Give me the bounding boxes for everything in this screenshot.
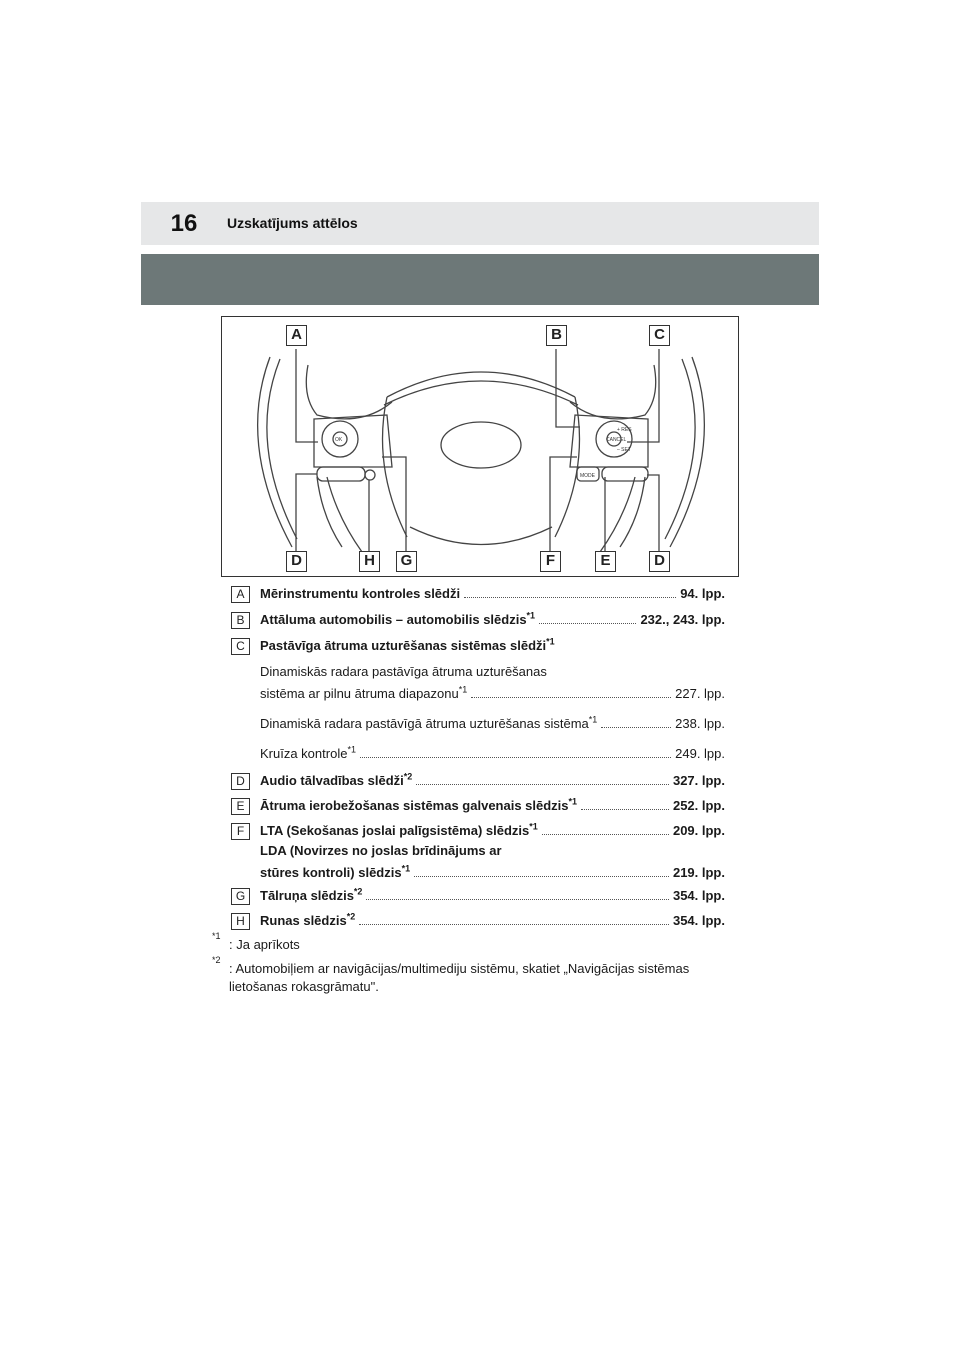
footnote-ref: *1	[588, 714, 598, 725]
entry-page-ref: 209. lpp.	[672, 823, 725, 838]
entry-page-ref: 354. lpp.	[672, 913, 725, 928]
chapter-band	[141, 254, 819, 305]
dot-leader	[581, 809, 669, 810]
footnote-ref: *1	[546, 636, 555, 647]
entry-badge: B	[231, 612, 250, 629]
sub-entry-text: Dinamiskās radara pastāvīga ātruma uzturēšanas	[260, 664, 547, 679]
callout-c: C	[649, 325, 670, 346]
page-number: 16	[170, 210, 198, 237]
entry-text: Attāluma automobilis – automobilis slēdzis	[260, 612, 527, 627]
footnote-ref: *2	[353, 886, 363, 897]
entry-text: LTA (Sekošanas joslai palīgsistēma) slēdzis	[260, 823, 530, 838]
footnote-ref: *1	[401, 863, 411, 874]
footnote-ref: *1	[347, 744, 356, 755]
entry-text: Runas slēdzis	[260, 913, 347, 928]
callout-f: F	[540, 551, 561, 572]
entry-page-ref: 94. lpp.	[680, 586, 725, 601]
callout-e: E	[595, 551, 616, 572]
entry-badge: G	[231, 888, 250, 905]
entry-text: Pastāvīga ātruma uzturēšanas sistēmas slēdži	[260, 638, 547, 653]
footnote-ref: *2	[403, 771, 413, 782]
page-header	[141, 202, 819, 245]
res-label: + RES	[617, 427, 632, 433]
ok-label: OK	[335, 437, 343, 443]
entry-badge: C	[231, 638, 250, 655]
dot-leader	[539, 623, 636, 624]
callout-d-left: D	[286, 551, 307, 572]
entry-badge: D	[231, 773, 250, 790]
sub-entry-text: Dinamiskā radara pastāvīgā ātruma uzturēšanas sistēma	[260, 716, 589, 731]
dot-leader	[360, 757, 671, 758]
dot-leader	[601, 727, 671, 728]
entry-text: Mērinstrumentu kontroles slēdži	[260, 586, 461, 601]
footnote-ref: *1	[526, 610, 536, 621]
sub-entry-text: Kruīza kontrole	[260, 746, 348, 761]
footnote-ref: *1	[458, 684, 468, 695]
section-title: Uzskatījums attēlos	[227, 215, 358, 231]
sub-entry-page-ref: 238. lpp.	[675, 716, 725, 731]
entry-badge: E	[231, 798, 250, 815]
dot-leader	[414, 876, 669, 877]
steering-wheel-switches-illustration	[222, 317, 740, 578]
sub-entry-text: sistēma ar pilnu ātruma diapazonu	[260, 686, 459, 701]
entry-text-line3: stūres kontroli) slēdzis	[260, 865, 402, 880]
callout-d-right: D	[649, 551, 670, 572]
callout-a: A	[286, 325, 307, 346]
dot-leader	[471, 697, 671, 698]
set-label: – SET	[617, 447, 631, 453]
entry-text: Ātruma ierobežošanas sistēmas galvenais slēdzis	[260, 798, 569, 813]
entry-page-ref: 327. lpp.	[672, 773, 725, 788]
dot-leader	[542, 834, 669, 835]
sub-entry-page-ref: 249. lpp.	[675, 746, 725, 761]
dot-leader	[366, 899, 669, 900]
callout-h: H	[359, 551, 380, 572]
entry-badge: A	[231, 586, 250, 603]
entry-text: Audio tālvadības slēdži	[260, 773, 404, 788]
callout-g: G	[396, 551, 417, 572]
footnote-text: : Ja aprīkots	[229, 937, 300, 952]
steering-wheel-figure	[221, 316, 739, 577]
entry-badge: F	[231, 823, 250, 840]
footnote-ref: *2	[346, 911, 356, 922]
cancel-label: CANCEL	[606, 437, 627, 443]
dot-leader	[416, 784, 669, 785]
entry-page-ref: 354. lpp.	[672, 888, 725, 903]
entry-text: Tālruņa slēdzis	[260, 888, 354, 903]
entry-badge: H	[231, 913, 250, 930]
entry-page-ref: 232., 243. lpp.	[640, 612, 725, 627]
footnote-text: : Automobiļiem ar navigācijas/multimediju sistēmu, skatiet „Navigācijas sistēmas lietošanas rokasgrāmatu".	[229, 961, 690, 994]
entry-page-ref: 252. lpp.	[672, 798, 725, 813]
callout-b: B	[546, 325, 567, 346]
footnote-ref: *1	[529, 821, 538, 832]
footnote-ref: *1	[568, 796, 578, 807]
dot-leader	[464, 597, 676, 598]
dot-leader	[359, 924, 669, 925]
entry-text-line2: LDA (Novirzes no joslas brīdinājums ar	[260, 843, 502, 858]
sub-entry-page-ref: 227. lpp.	[675, 686, 725, 701]
mode-label: MODE	[580, 473, 595, 479]
entry-page-ref: 219. lpp.	[672, 865, 725, 880]
